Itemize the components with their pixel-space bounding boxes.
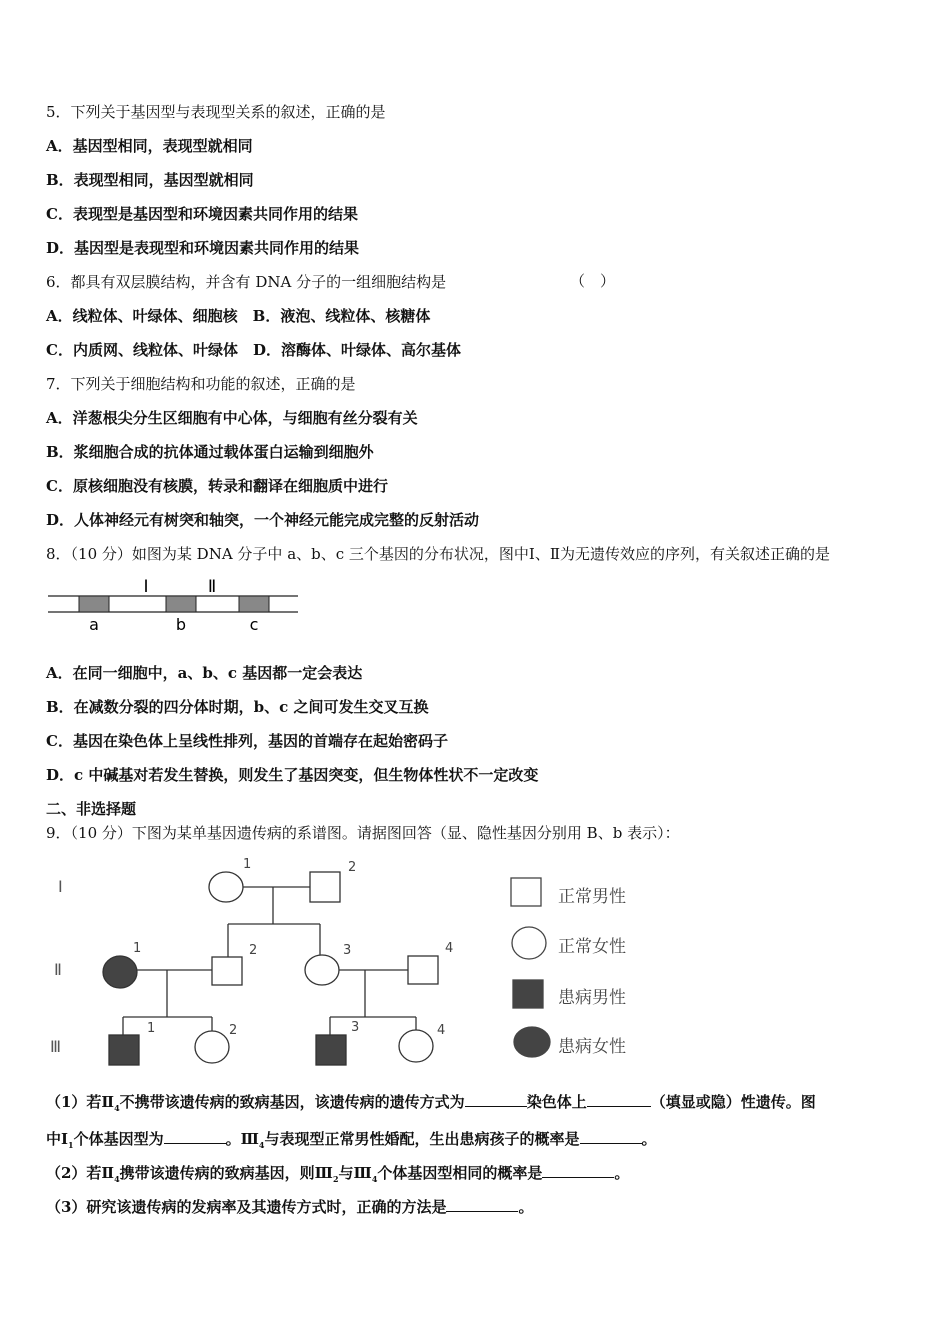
q8-option-a: A．在同一细胞中，a、b、c 基因都一定会表达 — [46, 664, 363, 682]
pedigree-II2 — [212, 957, 242, 985]
q9-sub3: （3）研究该遗传病的发病率及其遗传方式时，正确的方法是 。 — [46, 1198, 534, 1216]
pedigree-III2 — [195, 1031, 229, 1063]
q5-stem: 5．下列关于基因型与表现型关系的叙述，正确的是 — [46, 103, 386, 121]
answer-blank[interactable] — [465, 1092, 527, 1107]
q5-option-c: C．表现型是基因型和环境因素共同作用的结果 — [46, 205, 358, 223]
gen-label-3: Ⅲ — [50, 1037, 62, 1056]
gene-c — [239, 596, 269, 612]
q8-option-d: D．c 中碱基对若发生替换，则发生了基因突变，但生物体性状不一定改变 — [46, 766, 539, 784]
answer-blank[interactable] — [164, 1129, 226, 1144]
dna-label-2: Ⅱ — [207, 577, 217, 597]
q6-option-ab: A．线粒体、叶绿体、细胞核 B．液泡、线粒体、核糖体 — [46, 307, 431, 325]
q6-stem: 6．都具有双层膜结构，并含有 DNA 分子的一组细胞结构是 — [46, 273, 447, 291]
answer-blank[interactable] — [587, 1092, 651, 1107]
legend-affected-female: 患病女性 — [558, 1037, 626, 1057]
q5-option-d: D．基因型是表现型和环境因素共同作用的结果 — [46, 239, 360, 257]
q7-option-b: B．浆细胞合成的抗体通过载体蛋白运输到细胞外 — [46, 443, 374, 461]
pedigree-II2-num: 2 — [249, 943, 258, 958]
dna-label-1: Ⅰ — [143, 577, 149, 597]
pedigree-II4 — [408, 956, 438, 984]
section-heading: 二、非选择题 — [46, 800, 137, 818]
q7-option-d: D．人体神经元有树突和轴突，一个神经元能完成完整的反射活动 — [46, 511, 480, 529]
q7-stem: 7．下列关于细胞结构和功能的叙述，正确的是 — [46, 375, 356, 393]
pedigree-III1-num: 1 — [147, 1021, 156, 1036]
answer-blank[interactable] — [446, 1197, 518, 1212]
pedigree-III2-num: 2 — [229, 1023, 238, 1038]
q5-option-b: B．表现型相同，基因型就相同 — [46, 171, 254, 189]
q9-sub1-line1: （1）若$Ⅱ_4$不携带该遗传病的致病基因，该遗传病的遗传方式为 染色体上 （填显或隐）性遗传。图 — [46, 1093, 816, 1113]
q7-option-a: A．洋葱根尖分生区细胞有中心体，与细胞有丝分裂有关 — [46, 409, 418, 427]
q5-option-a: A．基因型相同，表现型就相同 — [46, 137, 253, 155]
q7-option-c: C．原核细胞没有核膜，转录和翻译在细胞质中进行 — [46, 477, 388, 495]
q9-sub2: （2）若$Ⅱ_4$携带该遗传病的致病基因，则$Ⅲ_2$与$Ⅲ_4$个体基因型相同的概率是 。 — [46, 1164, 630, 1184]
pedigree-I2-num: 2 — [348, 860, 357, 875]
gene-c-label: c — [249, 615, 259, 634]
legend-normal-female: 正常女性 — [558, 937, 626, 957]
legend-affected-female-icon — [514, 1027, 550, 1057]
pedigree-I2 — [310, 872, 340, 902]
q6-answer-paren: （ ） — [570, 272, 616, 290]
gene-b — [166, 596, 196, 612]
pedigree-II4-num: 4 — [445, 941, 454, 956]
legend-affected-male: 患病男性 — [558, 988, 626, 1008]
gen-label-2: Ⅱ — [54, 960, 62, 979]
pedigree-II1-num: 1 — [133, 941, 142, 956]
pedigree-legend — [505, 870, 555, 1065]
pedigree-II3-num: 3 — [343, 943, 352, 958]
legend-normal-female-icon — [512, 927, 546, 959]
pedigree-III3-num: 3 — [351, 1020, 360, 1035]
pedigree-I1 — [209, 872, 243, 902]
q9-sub1-line2: 中$Ⅰ_1$个体基因型为 。$Ⅲ_4$与表现型正常男性婚配，生出患病孩子的概率是 。 — [46, 1130, 657, 1150]
dna-diagram — [46, 572, 306, 642]
q8-option-c: C．基因在染色体上呈线性排列，基因的首端存在起始密码子 — [46, 732, 448, 750]
pedigree-III4-num: 4 — [437, 1023, 446, 1038]
pedigree-II3 — [305, 955, 339, 985]
q8-stem: 8．（10 分）如图为某 DNA 分子中 a、b、c 三个基因的分布状况，图中Ⅰ、Ⅱ为无遗传效应的序列，有关叙述正确的是 — [46, 545, 831, 563]
answer-blank[interactable] — [542, 1163, 614, 1178]
gene-b-label: b — [175, 615, 187, 634]
q9-stem: 9．（10 分）下图为某单基因遗传病的系谱图。请据图回答（显、隐性基因分别用 B、b 表示）： — [46, 824, 680, 842]
q8-option-b: B．在减数分裂的四分体时期，b、c 之间可发生交叉互换 — [46, 698, 429, 716]
pedigree-I1-num: 1 — [243, 857, 252, 872]
q6-option-cd: C．内质网、线粒体、叶绿体 D．溶酶体、叶绿体、高尔基体 — [46, 341, 461, 359]
legend-normal-male-icon — [511, 878, 541, 906]
gene-a-label: a — [89, 615, 99, 634]
legend-affected-male-icon — [513, 980, 543, 1008]
pedigree-III4 — [399, 1030, 433, 1062]
pedigree-III1 — [109, 1035, 139, 1065]
pedigree-chart — [40, 852, 480, 1072]
gene-a — [79, 596, 109, 612]
pedigree-III3 — [316, 1035, 346, 1065]
gen-label-1: Ⅰ — [58, 877, 63, 896]
pedigree-II1 — [103, 956, 137, 988]
legend-normal-male: 正常男性 — [558, 887, 626, 907]
answer-blank[interactable] — [580, 1129, 642, 1144]
